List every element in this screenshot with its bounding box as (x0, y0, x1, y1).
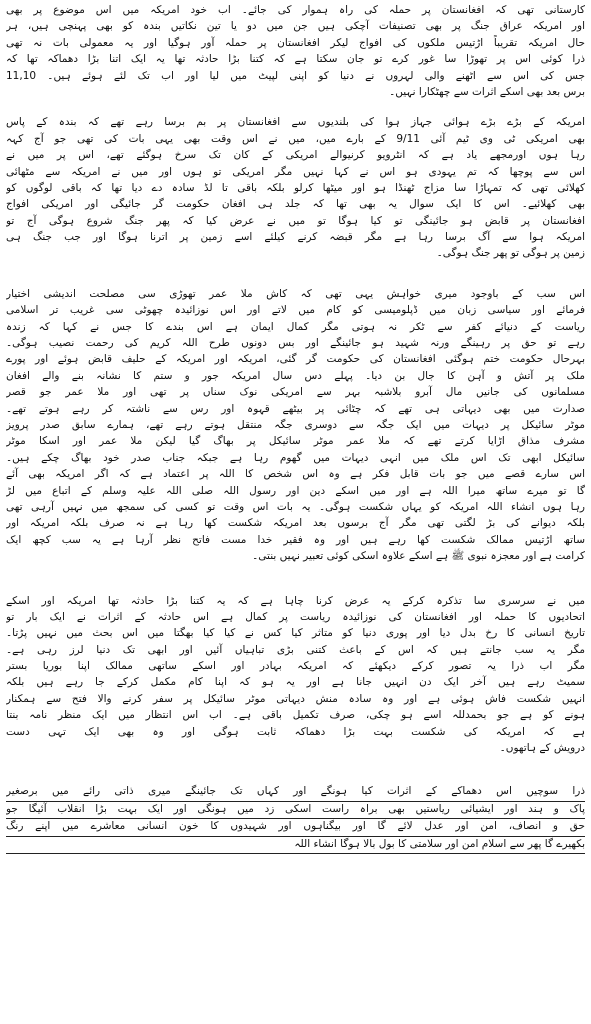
text-line: موٹر سائیکل پر دیہات میں ایک جگہ سے دوسری جگہ منتقل ہوتے رہے تھے، ہمارے سابق صدر پرویز (6, 418, 585, 431)
paragraph-gap (6, 262, 585, 286)
paragraph-tv-interview (6, 114, 585, 262)
text-line: سمیٹ رہے ہیں آخر ایک دن انہیں جانا ہے اور یہ ہو کہ اپنا کام مکمل کرکے جا رہے ہیں بلکہ (6, 676, 585, 689)
text-line: ہونے کو ہے جو بحمدللہ اسے ہو چکی، صرف تکمیل باقی ہے۔ اب اس انتظار میں ایک منظر نامہ بنتا (6, 709, 585, 722)
text-line: امریکہ کے بڑے بڑے ہوائی جہاز ہوا کی بلندیوں سے افغانستان پر بم برسا رہے تھے کہ بندہ کے پاس (6, 116, 585, 129)
text-line: برس بعد بھی اسکے اثرات سے چھٹکارا نہیں۔ (389, 85, 585, 98)
text-line: مگر یہ سب جانتے ہیں کہ اس کے باعث کتنی بڑی تباہیاں آئیں اور ابھی تک دنیا لرز رہی ہے۔ (6, 643, 585, 656)
text-line: مگر اب ذرا یہ تصور کرکے دیکھئے کہ امریکہ بہادر اور اسکے ساتھی ممالک اپنا بوریا بستر (6, 660, 585, 673)
text-line: اس سب کے باوجود میری خواہش یہی تھی کہ کاش ملا عمر تھوڑی سی مصلحت اندیشی اختیار (6, 287, 585, 300)
text-line: بہرحال حکومت ختم ہوگئی افغانستان کی حکومت گر گئی، امریکہ اور امریکہ کے حلیف قابض ہوئے اور پورے (6, 353, 585, 366)
text-line: بلکہ دیوانے کی بڑ لگتی تھی مگر آج برسوں بعد امریکہ شکست کھا رہا ہے نہ صرف بلکہ امریکہ اور (6, 517, 585, 530)
text-line: بھی امریکی ٹی وی ٹیم آئی 9/11 کے بارے میں، میں نے اس وقت بھی یہی بات کی تھی جو آج کہہ (6, 132, 585, 145)
text-line: کارستانی تھی کہ افغانستان پر حملہ کی راہ ہموار کی جائے۔ اب خود امریکہ میں اس موضوع پر بھی (6, 4, 585, 16)
text-line: ملک پر آتش و آہن کا جال بن دیا۔ پہلے دس سال امریکہ جور و ستم کا نشانہ بنے والے افغان (6, 369, 585, 382)
paragraph-gap (6, 756, 585, 784)
text-line: فرمائے اور سیاسی زبان میں ڈپلومیسی کو کام میں لاتے اور اس نوزائیدہ چھوٹی سی غریب تر اسلامی (6, 304, 585, 317)
text-line: ذرا کوئی اس پر تھوڑا سا غور کرے تو جان سکتا ہے کہ کتنا بڑا حادثہ تھا یہ ایک اتنا بڑا دھماکہ تھا کہ (6, 53, 585, 66)
text-line: صدارت میں بھی دیہاتی ہی تھے کہ چٹائی پر بیٹھے قہوہ اور رس سے ناشتہ کر رہے ہوتے تھے۔ (6, 402, 585, 415)
text-line: زمین پر ہوگی تو پھر جنگ ہوگی۔ (436, 247, 585, 260)
text-line: ریاست کے دنیائے کفر سے ٹکر نہ ہوتی مگر کمال ایمان ہے اس بندے کا جس نے کہا کہ زندہ (6, 320, 585, 333)
text-line: پاک و ہند اور ایشیائی ریاستیں بھی براہ راست اسکی زد میں ہونگی اور ایک بہت بڑا انقلاب آئیگا جو (6, 802, 585, 819)
text-line: اتحادیوں کا حملہ اور افغانستان کی نوزائیدہ ریاست پر کمال ہے اس حادثہ کے اثرات نے ایک بار تو (6, 610, 585, 623)
text-line: ذرا سوچیں اس دھماکے کے اثرات کیا ہونگے اور کہاں تک جائینگے میری ذاتی رائے میں برصغیر (6, 784, 585, 801)
text-line: ہے کہ امریکہ کی شکست بہت بڑا دھماکہ ثابت ہوگی اور وہ بھی ایک تہی دست (6, 725, 585, 738)
text-line: رہا ہوں اورمجھے یاد ہے کہ انٹرویو کرنیوالے امریکی کے کان تک سرخ ہوگئے تھے، اس پر میں نے (6, 149, 585, 162)
text-line: بھی کھلائیے۔ اس کا ایک سوال یہ بھی تھا کہ جلد ہی افغان حکومت گر جائیگی اور امریکی افواج (6, 198, 585, 211)
text-line: کھلائی تھی کہ تمہاڑا سا مزاج ٹھنڈا ہو اور میٹھا کرلو بلکہ باقی تا لڈ سادہ دے دیا تھا کہ باقی لوگوں کو (6, 181, 585, 194)
text-line: جس کی اس سے اٹھنے والی لہروں نے دنیا کو اپنی لپیٹ میں لیا اور اب تک لئے ہوئے ہیں۔ 11,10 (6, 69, 585, 82)
text-line: اس سے پوچھا کہ تم یہودی ہو اس نے کہا نہیں مگر امریکی تو ہوں اور میں نے امریکہ سے مٹھائی (6, 165, 585, 178)
paragraph-gap (6, 565, 585, 593)
text-line: اور امریکہ عراق جنگ پر بھی تصنیفات آچکی ہیں جن میں دو یا تین نکاتیں بندہ کو بھی پہنچی ہیں، ہر (6, 20, 585, 33)
text-line: میں نے سرسری سا تذکرہ کرکے یہ عرض کرنا چاہا ہے کہ یہ کتنا بڑا حادثہ تھا امریکہ اور اسکے (6, 594, 585, 607)
paragraph-gap (6, 100, 585, 114)
text-line: حق و انصاف، امن اور عدل لائے گا اور بیگناہوں اور شہیدوں کا خون انسانی معاشرے میں اپنے رنگ (6, 819, 585, 836)
text-line: رہے تو حق پر رہینگے ورنہ شہید ہو جائینگے اور بس دونوں طرح اللہ کریم کی رحمت نصیب ہوگی۔ (6, 337, 585, 350)
text-line: انہیں شکست فاش ہوئی ہے اور وہ سادہ منش دیہاتی موٹر سائیکل پر سفر کرنے والا فتح سے ہمکنار (6, 692, 585, 705)
text-line: امریکہ ہوا سے آگ برسا رہا ہے مگر قبضہ کرنے کیلئے اسے زمین پر اترنا ہوگا اور جب جنگ ہی (6, 231, 585, 244)
text-line: درویش کے ہاتھوں۔ (499, 742, 585, 755)
text-line: مسلمانوں کی جانیں مال آبرو بلاشبہ بہر سے امریکی نوک سناں پر تھی اور ملا عمر جو قصر (6, 386, 585, 399)
text-line: تاریخ انسانی کا رخ بدل دیا اور پوری دنیا کو متاثر کیا کس نے کیا کیا بھگتا میں اس بحث میں نہیں پڑتا۔ (6, 627, 585, 640)
text-line: اس سارے قصے میں جو بات قابل فکر ہے وہ اس شخص کا اللہ پر اعتماد ہے کہ اگر امریکہ بھی آئے (6, 468, 585, 481)
paragraph-closing (6, 784, 585, 854)
text-line: بکھیرے گا پھر سے اسلام امن اور سلامتی کا بول بالا ہوگا انشاء اللہ (6, 837, 585, 854)
text-line: حال امریکہ تقریباً اڑتیس ملکوں کی افواج لیکر افغانستان پر حملہ آور ہوگیا اور یہ معمولی بات نہ تھی (6, 36, 585, 49)
text-line: کرامت ہے اور معجزہ نبوی ﷺ ہے اسکے علاوہ اسکی کوئی تعبیر نہیں بنتی۔ (252, 550, 585, 563)
text-line: سائیکل ابھی تک اس ملک میں انہی دیہات میں گھوم رہا ہے جبکہ جناب صدر خود بھاگ چکے ہیں۔ (6, 451, 585, 464)
paragraph-intro (6, 2, 585, 100)
text-line: گا تو میرے ساتھ میرا اللہ ہے اور میں اسکے دین اور رسول اللہ صلی اللہ علیہ وسلم کے اتباع میں لڑ (6, 484, 585, 497)
text-line: ساتھ اڑتیس ممالک شکست کھا رہے ہیں اور وہ فقیر خدا مست فاتح نظر آرہا ہے یہ سب کچھ ایک (6, 533, 585, 546)
text-line: مشرف مذاق اڑایا کرتے تھے کہ ملا عمر موٹر سائیکل پر بھاگ گیا لیکن ملا عمر اور اسکا موٹر (6, 435, 585, 448)
paragraph-summary (6, 593, 585, 757)
text-line: افغانستان پر قابض ہو جائینگی تو کیا ہوگا تو میں نے عرض کیا کہ پھر جنگ شروع ہوگی آج تو (6, 214, 585, 227)
paragraph-mulla-omar (6, 286, 585, 565)
text-line: رہا ہوں انشاء اللہ امریکہ کو یہاں شکست ہوگی۔ یہ بات اس وقت تو کسی کی سمجھ میں نہیں آرہی تھی (6, 500, 585, 513)
